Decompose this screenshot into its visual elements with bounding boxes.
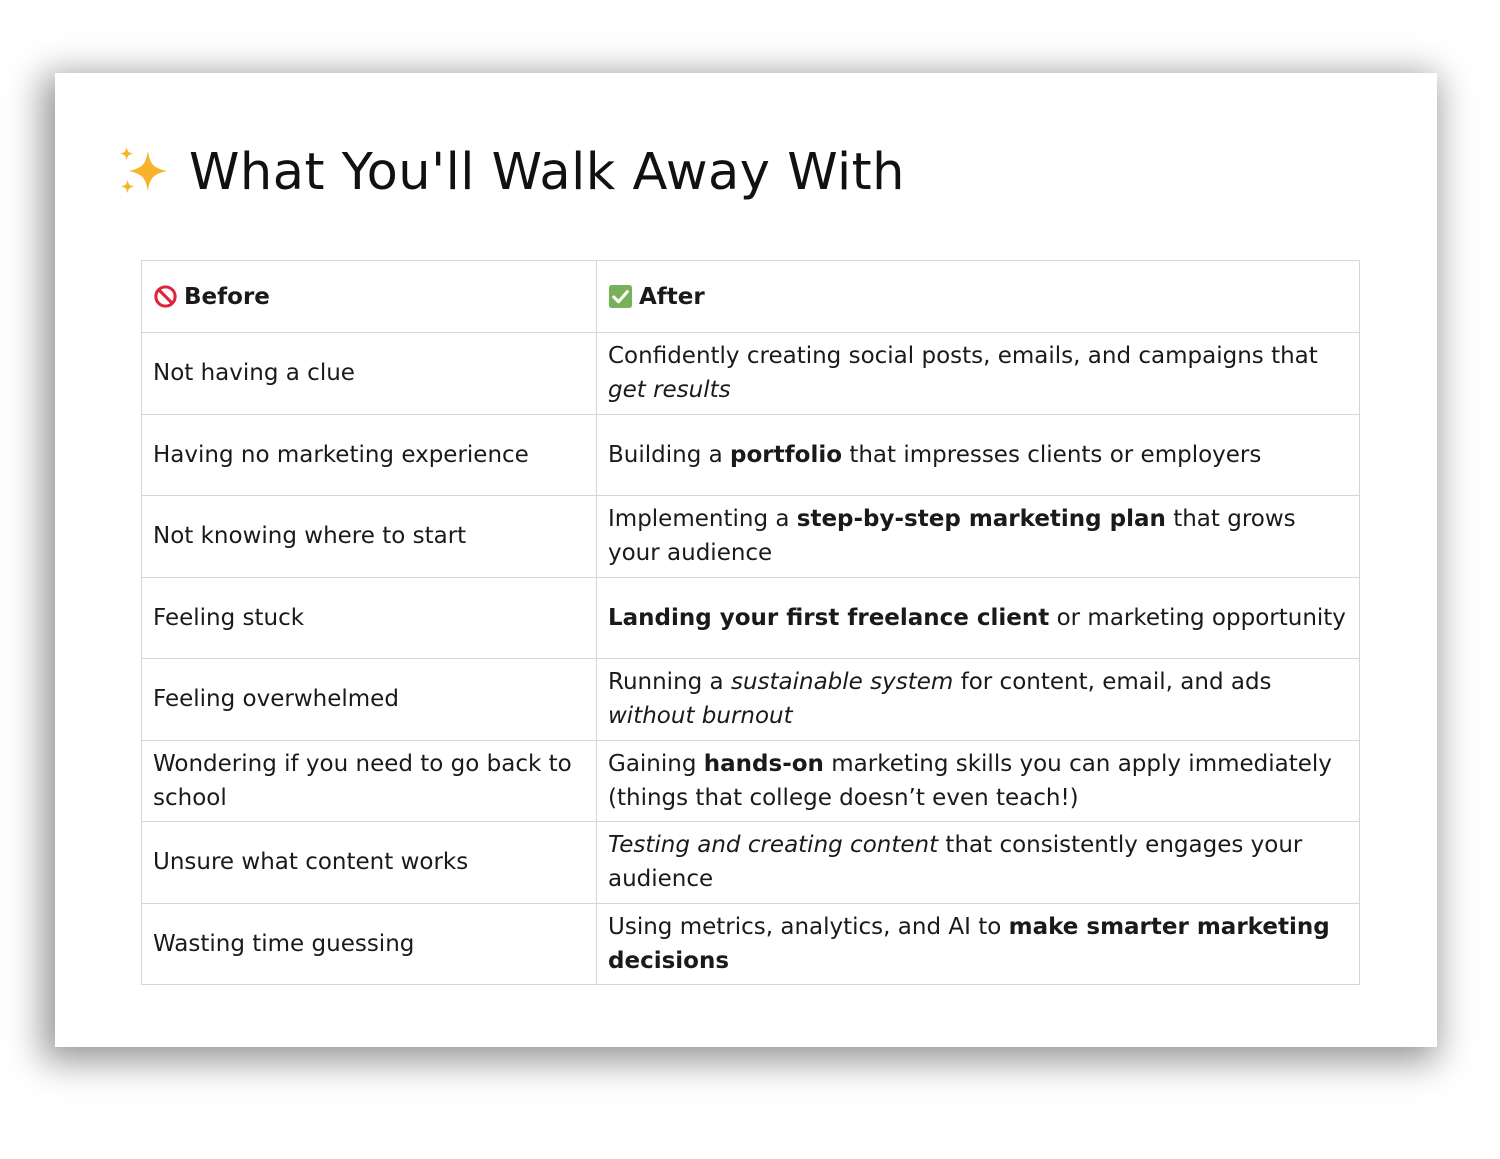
table-row xyxy=(142,333,1360,415)
after-text-segment: Confidently creating social posts, emails, and campaigns that xyxy=(608,343,1318,370)
table-row xyxy=(142,577,1360,659)
table-row xyxy=(142,903,1360,985)
after-cell xyxy=(597,903,1360,985)
after-text-segment: sustainable system xyxy=(730,669,954,696)
after-text-segment: for content, email, and ads xyxy=(953,669,1272,696)
after-text-segment: that impresses clients or employers xyxy=(842,441,1262,468)
after-text-segment: without burnout xyxy=(608,703,793,730)
table-row xyxy=(142,414,1360,496)
check-mark-icon xyxy=(608,284,633,309)
table-row xyxy=(142,740,1360,822)
before-cell: Wondering if you need to go back to school xyxy=(142,740,597,822)
after-text-segment: Gaining xyxy=(608,750,704,777)
after-text-segment: Implementing a xyxy=(608,506,797,533)
after-text-segment: marketing skills you can apply immediately (things that college doesn’t even teach!) xyxy=(608,750,1332,811)
after-text-segment: that consistently engages your audience xyxy=(608,832,1303,893)
after-text-segment: or marketing opportunity xyxy=(1049,604,1346,631)
document-card xyxy=(55,73,1437,1047)
before-cell: Wasting time guessing xyxy=(142,903,597,985)
after-cell xyxy=(597,740,1360,822)
header-after xyxy=(597,261,1360,333)
table-header-row xyxy=(142,261,1360,333)
before-after-table xyxy=(141,260,1360,985)
table-row xyxy=(142,496,1360,578)
before-cell: Not knowing where to start xyxy=(142,496,597,578)
title-row xyxy=(115,137,905,207)
prohibited-icon xyxy=(153,284,178,309)
after-text-segment: get results xyxy=(608,377,731,404)
after-text-segment: that grows your audience xyxy=(608,506,1296,567)
before-cell: Feeling stuck xyxy=(142,577,597,659)
after-cell xyxy=(597,414,1360,496)
after-text-segment: Running a xyxy=(608,669,731,696)
after-cell xyxy=(597,659,1360,741)
after-cell xyxy=(597,333,1360,415)
header-before-label: Before xyxy=(184,283,270,310)
after-text-segment: portfolio xyxy=(730,441,843,468)
before-cell: Not having a clue xyxy=(142,333,597,415)
after-text-segment: step-by-step marketing plan xyxy=(796,506,1166,533)
after-text-segment: make smarter marketing decisions xyxy=(608,913,1330,974)
before-cell: Feeling overwhelmed xyxy=(142,659,597,741)
before-cell: Unsure what content works xyxy=(142,822,597,904)
table-row xyxy=(142,659,1360,741)
after-text-segment: Using metrics, analytics, and AI to xyxy=(608,913,1009,940)
table-row xyxy=(142,822,1360,904)
header-after-label: After xyxy=(639,283,705,310)
after-cell xyxy=(597,577,1360,659)
after-text-segment: Landing your first freelance client xyxy=(608,604,1050,631)
after-text-segment: hands-on xyxy=(703,750,824,777)
page-title: What You'll Walk Away With xyxy=(189,142,905,202)
after-text-segment: Testing and creating content xyxy=(608,832,939,859)
after-text-segment: Building a xyxy=(608,441,731,468)
after-cell xyxy=(597,822,1360,904)
after-cell xyxy=(597,496,1360,578)
header-before xyxy=(142,261,597,333)
before-cell: Having no marketing experience xyxy=(142,414,597,496)
sparkles-icon xyxy=(115,143,173,201)
